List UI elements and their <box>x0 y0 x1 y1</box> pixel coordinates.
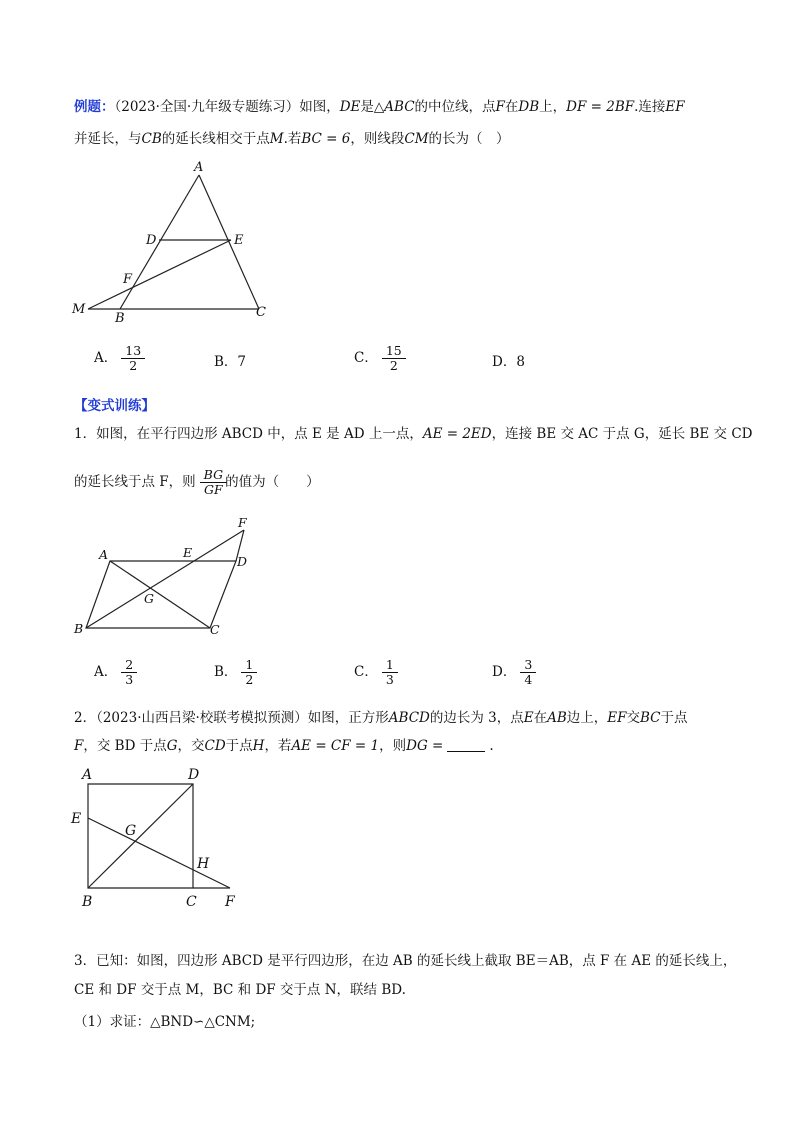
example-option-a[interactable] <box>94 344 143 373</box>
math-cm: CM <box>404 131 429 147</box>
example-option-c[interactable] <box>354 344 404 373</box>
option-letter: B． <box>214 354 238 370</box>
option-letter: A． <box>94 664 118 680</box>
text: ，则线段 <box>350 131 405 147</box>
example-option-d[interactable] <box>492 352 525 372</box>
option-letter: C． <box>354 350 378 366</box>
math-f: F <box>495 99 505 115</box>
text: 的边长为 3，点 <box>429 710 524 726</box>
math-db: DB <box>518 99 540 115</box>
text: 在 <box>533 710 548 726</box>
q1-line-2 <box>74 468 320 497</box>
text: 是 <box>360 99 374 115</box>
fraction-bg-gf <box>202 468 225 497</box>
label-g: G <box>125 823 137 839</box>
math-cb: CB <box>141 131 162 147</box>
label-a: A <box>194 160 204 175</box>
example-triangle-figure <box>60 155 290 325</box>
denominator: 2 <box>389 358 398 373</box>
option-letter: B． <box>214 664 238 680</box>
text: 上， <box>539 99 567 115</box>
numerator: 15 <box>385 343 402 358</box>
variant-heading-text: 【变式训练】 <box>74 398 155 414</box>
option-letter: C． <box>354 664 378 680</box>
label-a: A <box>99 547 109 562</box>
q3-line-1 <box>74 951 736 971</box>
variant-heading <box>74 396 155 416</box>
label-a: A <box>82 767 93 783</box>
text: ，连接 BE 交 AC 于点 G，延长 BE 交 CD <box>491 426 753 442</box>
math-ab: AB <box>547 710 567 726</box>
math-df-eq: DF = 2BF <box>566 99 635 115</box>
segment-ab <box>120 175 199 309</box>
segment-me <box>88 240 231 309</box>
numerator: 2 <box>125 657 134 672</box>
text: 连接 <box>638 99 666 115</box>
numerator: 1 <box>245 657 254 672</box>
math-bc: BC <box>640 710 661 726</box>
label-e: E <box>71 811 82 827</box>
text: 若 <box>287 131 302 147</box>
q1-line-1 <box>74 424 753 444</box>
text: 于点 <box>660 710 688 726</box>
math-de: DE <box>339 99 361 115</box>
q1-parallelogram-figure <box>60 510 290 640</box>
math-dg: DG = <box>406 738 444 754</box>
example-line-2 <box>74 129 510 149</box>
math-e: E <box>523 710 534 726</box>
label-b: B <box>82 894 93 910</box>
text: . <box>283 131 288 147</box>
fraction <box>123 344 143 373</box>
text: 的延长线相交于点 <box>161 131 270 147</box>
label-m: M <box>72 302 86 317</box>
text: ，交 <box>177 738 205 754</box>
option-letter: D． <box>492 664 517 680</box>
denominator: 4 <box>524 672 533 687</box>
text: 3．已知：如图，四边形 ABCD 是平行四边形，在边 AB 的延长线上截取 BE＝AB，点 F 在 AE 的延长线上， <box>74 953 737 969</box>
fraction <box>522 658 534 687</box>
text: 的中位线，点 <box>414 99 496 115</box>
math-bc-eq: BC = 6 <box>301 131 351 147</box>
denominator: GF <box>204 482 223 497</box>
example-line-1 <box>74 97 685 117</box>
text: 的延长线于点 F，则 <box>74 474 196 490</box>
option-value: 7 <box>237 354 247 370</box>
segment-ac <box>199 175 259 309</box>
label-e: E <box>234 233 244 248</box>
label-c: C <box>186 894 197 910</box>
text: ，则 <box>379 738 407 754</box>
example-option-b[interactable] <box>214 352 246 372</box>
label-b: B <box>115 311 125 325</box>
label-b: B <box>74 621 84 636</box>
math-triangle-abc: △ABC <box>373 99 415 115</box>
denominator: 2 <box>129 358 138 373</box>
label-g: G <box>144 591 154 606</box>
label-f: F <box>225 894 235 910</box>
math-ef: EF <box>665 99 685 115</box>
label-d: D <box>188 767 200 783</box>
math-h: H <box>252 738 265 754</box>
math-ef: EF <box>607 710 627 726</box>
option-value: 8 <box>516 354 525 370</box>
fraction <box>243 658 255 687</box>
text: 1．如图，在平行四边形 ABCD 中，点 E 是 AD 上一点， <box>74 426 423 442</box>
q2-square-figure <box>60 762 260 912</box>
label-h: H <box>197 856 210 872</box>
q2-line-2 <box>74 736 494 756</box>
fraction <box>384 344 404 373</box>
label-d: D <box>146 233 157 248</box>
text: 并延长，与 <box>74 131 142 147</box>
label-d: D <box>237 554 248 569</box>
numerator: BG <box>203 467 224 482</box>
answer-blank[interactable] <box>447 737 485 752</box>
text: 2．（2023·山西吕梁·校联考模拟预测）如图，正方形 <box>74 710 389 726</box>
text: ，若 <box>264 738 292 754</box>
text: CE 和 DF 交于点 M，BC 和 DF 交于点 N，联结 BD. <box>74 982 406 998</box>
text: （1）求证：△BND∽△CNM; <box>74 1014 256 1030</box>
denominator: 2 <box>245 672 254 687</box>
text: . <box>489 738 494 754</box>
text: 边上， <box>566 710 608 726</box>
q1-option-c[interactable] <box>354 658 396 687</box>
q3-line-2 <box>74 980 406 1000</box>
text: . <box>634 99 639 115</box>
math-abcd: ABCD <box>388 710 430 726</box>
q3-line-3 <box>74 1012 255 1032</box>
segment-ef <box>88 818 230 888</box>
numerator: 1 <box>385 657 394 672</box>
text: ，交 BD 于点 <box>83 738 167 754</box>
math-cd: CD <box>204 738 226 754</box>
option-letter: A． <box>94 350 118 366</box>
denominator: 3 <box>385 672 394 687</box>
denominator: 3 <box>125 672 134 687</box>
label-c: C <box>210 622 220 637</box>
label-c: C <box>256 305 266 320</box>
diagonal-bd <box>88 784 193 888</box>
numerator: 13 <box>125 343 142 358</box>
text: 在 <box>504 99 519 115</box>
example-label: 例题： <box>74 99 115 115</box>
math-g: G <box>166 738 178 754</box>
q1-option-b[interactable] <box>214 658 255 687</box>
text: 的值为（ ） <box>225 474 320 490</box>
text: 如图， <box>299 99 340 115</box>
segment-bf <box>86 530 244 628</box>
numerator: 3 <box>524 657 533 672</box>
diagonal-ac <box>110 561 210 628</box>
label-f: F <box>123 272 133 287</box>
label-e: E <box>183 545 193 560</box>
q2-line-1 <box>74 708 688 728</box>
fraction <box>384 658 396 687</box>
q1-option-a[interactable] <box>94 658 135 687</box>
example-source: （2023·全国·九年级专题练习） <box>114 99 300 115</box>
text: 交 <box>626 710 641 726</box>
option-letter: D． <box>492 354 517 370</box>
fraction <box>123 658 135 687</box>
math-f: F <box>74 738 84 754</box>
q1-option-d[interactable] <box>492 658 534 687</box>
text: 的长为（ ） <box>428 131 510 147</box>
label-f: F <box>238 515 247 530</box>
text: 于点 <box>225 738 253 754</box>
math-m: M <box>269 131 284 147</box>
math-ae-cf-eq: AE = CF = 1 <box>291 738 380 754</box>
math-ae-eq: AE = 2ED <box>422 426 492 442</box>
